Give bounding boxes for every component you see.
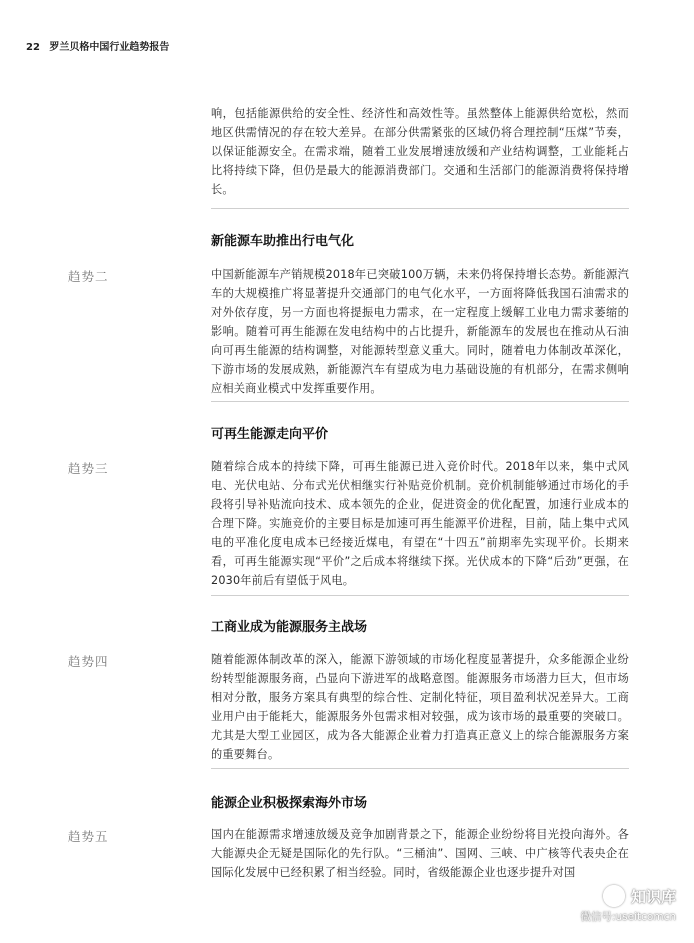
section-heading: 能源企业积极探索海外市场 <box>211 796 368 811</box>
watermark-brand: 知识库 <box>630 887 676 906</box>
section-body: 随着能源体制改革的深入，能源下游领域的市场化程度显著提升，众多能源企业纷纷转型能源服务商，凸显向下游进军的战略意图。能源服务市场潜力巨大，但市场相对分散，服务方案具有典型的综合性、定制化特征，项目盈利状况差异大。工商业用户由于能耗大，能源服务外包需求相对较强，成为该市场的最重要的突破口。尤其是大型工业园区，成为各大能源企业着力打造真正意义上的综合能源服务方案的重要舞台。 <box>211 653 629 761</box>
page-header <box>26 38 169 53</box>
page-number: 22 <box>26 42 40 53</box>
trend-label: 趋势五 <box>68 829 109 844</box>
watermark-wechat-id: 微信号:useitcomcn <box>580 911 676 923</box>
section-body: 国内在能源需求增速放缓及竞争加剧背景之下，能源企业纷纷将目光投向海外。各大能源央企无疑是国际化的先行队。“三桶油”、国网、三峡、中广核等代表央企在国际化发展中已经积累了相当经验。同时，省级能源企业也逐步提升对国 <box>211 828 629 879</box>
intro-paragraph: 响，包括能源供给的安全性、经济性和高效性等。虽然整体上能源供给宽松，然而地区供需情况的存在较大差异。在部分供需紧张的区域仍将合理控制“压煤”节奏，以保证能源安全。在需求端，随着工业发展增速放缓和产业结构调整，工业能耗占比将持续下降，但仍是最大的能源消费部门。交通和生活部门的能源消费将保持增长。 <box>211 107 629 196</box>
section-divider <box>211 208 629 209</box>
section-heading: 工商业成为能源服务主战场 <box>211 620 368 635</box>
section-heading: 新能源车助推出行电气化 <box>211 234 355 249</box>
section-divider <box>211 595 629 596</box>
section-body: 随着综合成本的持续下降，可再生能源已进入竞价时代。2018年以来，集中式风电、光伏电站、分布式光伏相继实行补贴竞价机制。竞价机制能够通过市场化的手段将引导补贴流向技术、成本领先的企业，促进资金的优化配置，加速行业成本的合理下降。实施竞价的主要目标是加速可再生能源平价进程，目前，陆上集中式风电的平准化度电成本已经接近煤电，有望在“十四五”前期率先实现平价。长期来看，可再生能源实现“平价”之后成本将继续下探。光伏成本的下降“后劲”更强，在2030年前后有望低于风电。 <box>211 460 629 587</box>
report-title: 罗兰贝格中国行业趋势报告 <box>49 42 170 53</box>
section-body: 中国新能源车产销规模2018年已突破100万辆，未来仍将保持增长态势。新能源汽车的大规模推广将显著提升交通部门的电气化水平，一方面将降低我国石油需求的对外依存度，另一方面也将提振电力需求，在一定程度上缓解工业电力需求萎缩的影响。随着可再生能源在发电结构中的占比提升，新能源车的发展也在推动从石油向可再生能源的结构调整，对能源转型意义重大。同时，随着电力体制改革深化，下游市场的发展成熟，新能源汽车有望成为电力基础设施的有机部分，在需求侧响应相关商业模式中发挥重要作用。 <box>211 268 629 395</box>
brand-logo-icon <box>603 885 625 907</box>
trend-label: 趋势四 <box>68 654 109 669</box>
trend-label: 趋势三 <box>68 461 109 476</box>
trend-label: 趋势二 <box>68 269 109 284</box>
section-heading: 可再生能源走向平价 <box>211 427 329 442</box>
section-divider <box>211 401 629 402</box>
section-divider <box>211 768 629 769</box>
watermark <box>580 885 676 924</box>
